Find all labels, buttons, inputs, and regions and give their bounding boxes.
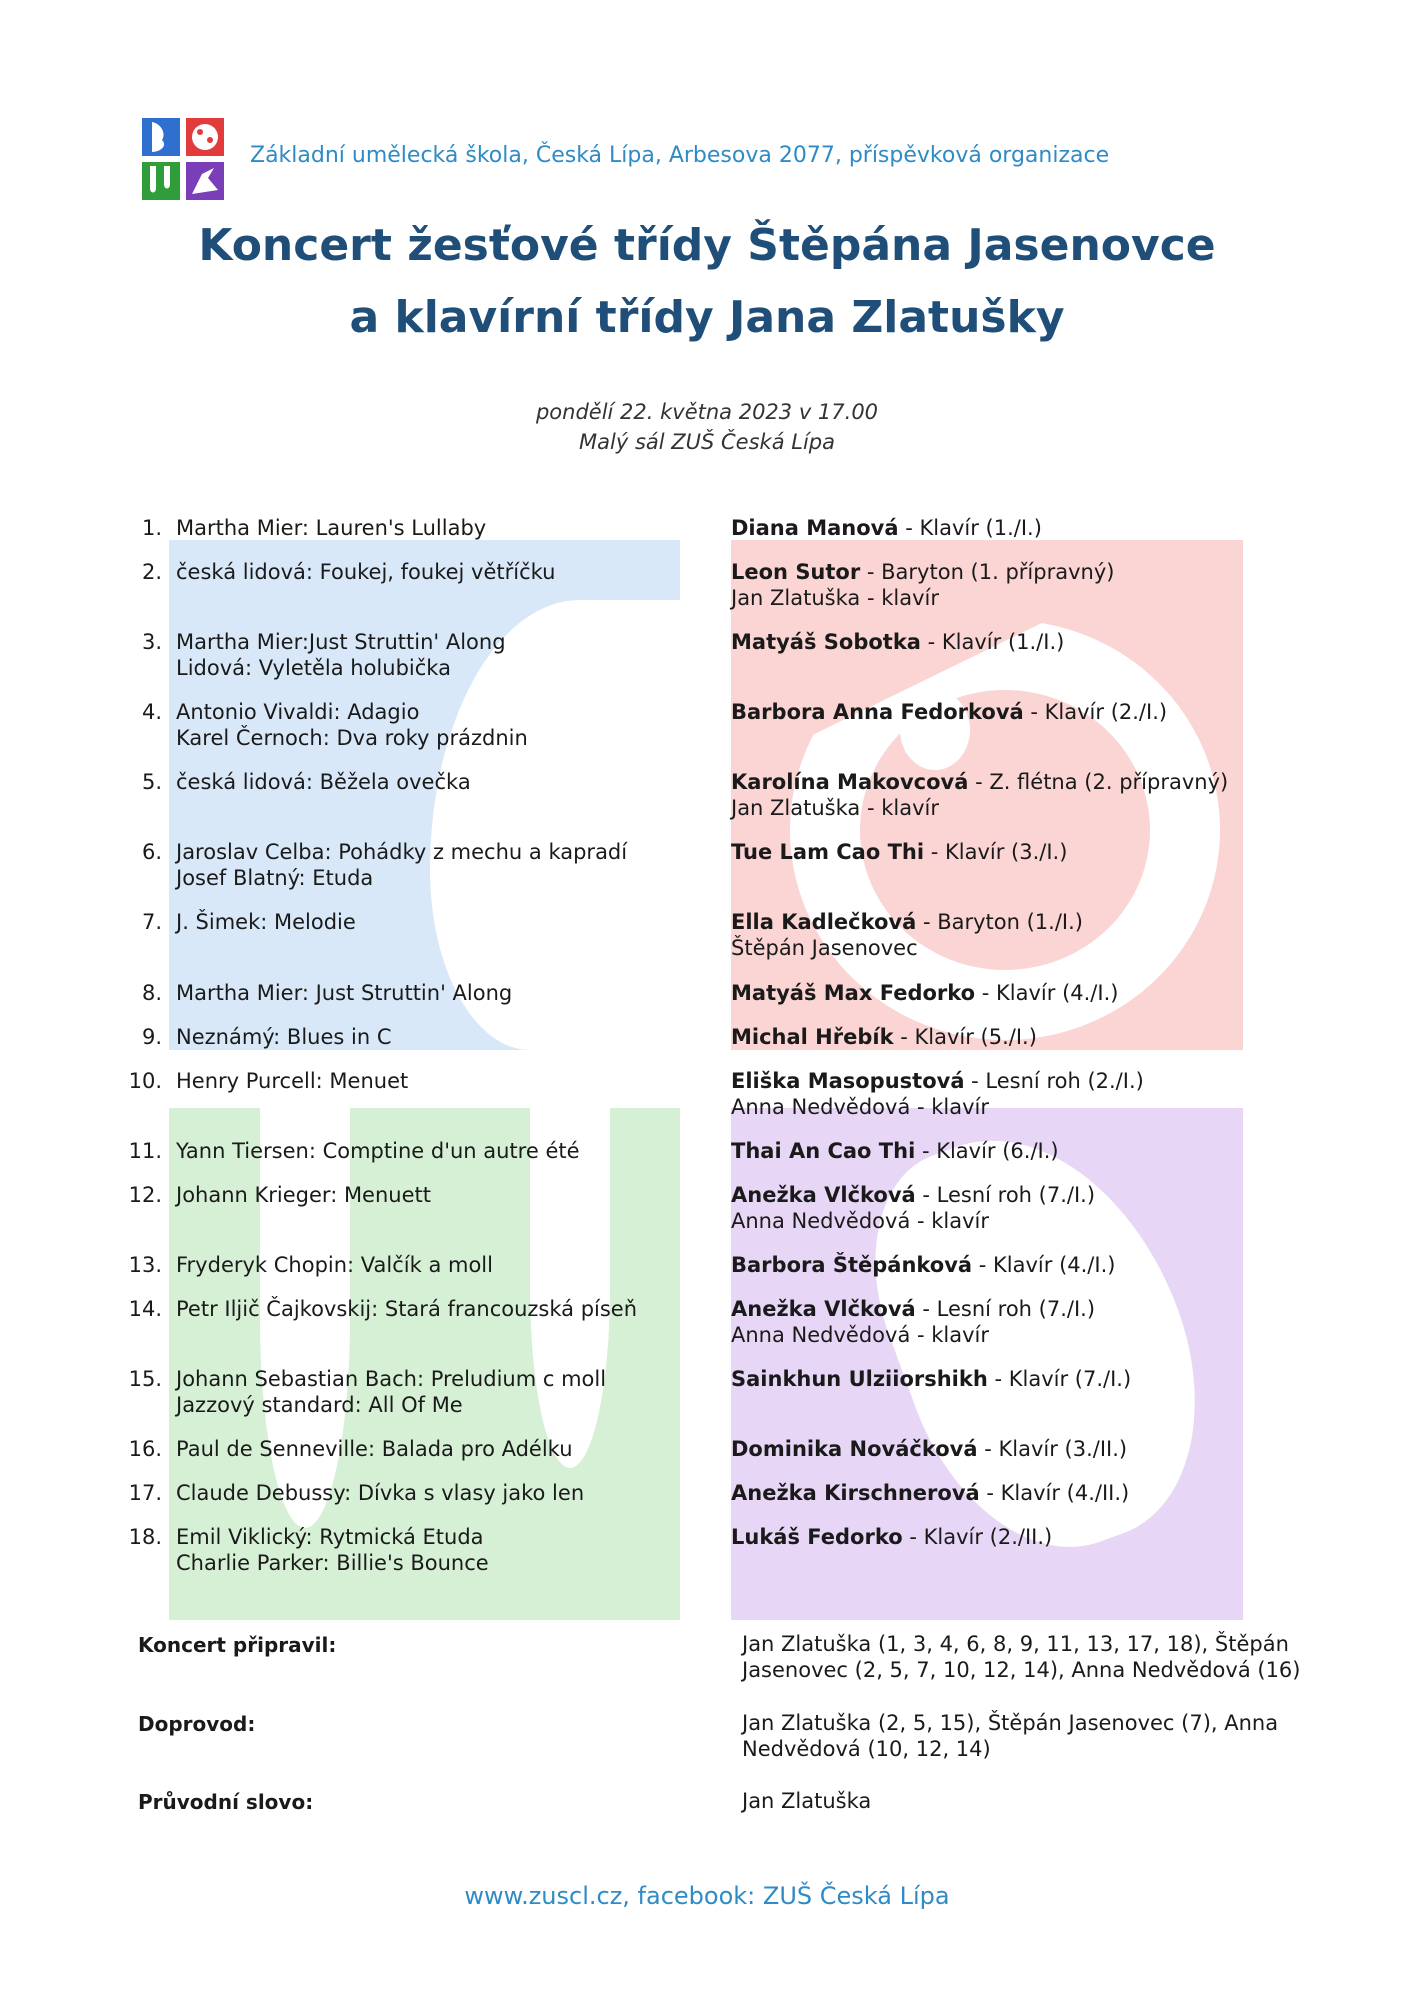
item-performer: [731, 1480, 1291, 1506]
piece-line: Johann Krieger: Menuett: [176, 1183, 431, 1207]
piece-line: Charlie Parker: Billie's Bounce: [176, 1551, 489, 1575]
piece-line: Petr Iljič Čajkovskij: Stará francouzská píseň: [176, 1297, 638, 1321]
performer-instrument: - Klavír (4./I.): [972, 1253, 1116, 1277]
piece-line: Josef Blatný: Etuda: [176, 866, 374, 890]
item-piece: [176, 1252, 696, 1278]
accompaniment-label: Doprovod:: [138, 1712, 256, 1736]
performer-name: Lukáš Fedorko: [731, 1525, 903, 1549]
performer-name: Eliška Masopustová: [731, 1069, 965, 1093]
performer-instrument: - Baryton (1. přípravný): [860, 560, 1115, 584]
performer-name: Diana Manová: [731, 516, 899, 540]
item-piece: [176, 1366, 696, 1418]
item-performer: [731, 1138, 1291, 1164]
item-piece: [176, 699, 696, 751]
item-number: 2.: [141, 560, 162, 584]
item-piece: [176, 980, 696, 1006]
item-piece: [176, 1182, 696, 1208]
narration-label: Průvodní slovo:: [138, 1790, 314, 1814]
performer-instrument: - Klavír (1./I.): [920, 630, 1065, 654]
performer-instrument: - Lesní roh (7./I.): [915, 1183, 1096, 1207]
item-piece: [176, 909, 696, 935]
item-performer: [731, 1524, 1291, 1550]
performer-instrument: - Lesní roh (2./I.): [964, 1069, 1144, 1093]
item-piece: [176, 1436, 696, 1462]
performer-instrument: - Klavír (3./I.): [924, 840, 1068, 864]
item-piece: [176, 839, 696, 891]
piece-line: Karel Černoch: Dva roky prázdnin: [176, 726, 528, 750]
prepared-value: Jan Zlatuška (1, 3, 4, 6, 8, 9, 11, 13, 17, 18), Štěpán Jasenovec (2, 5, 7, 10, 12, 14), Anna Nedvědová (16): [742, 1632, 1301, 1682]
performer-instrument: - Klavír (4./II.): [979, 1481, 1130, 1505]
item-performer: [731, 1296, 1291, 1348]
item-piece: [176, 769, 696, 795]
item-number: 4.: [141, 700, 162, 724]
item-piece: [176, 1524, 696, 1576]
piece-line: J. Šimek: Melodie: [176, 910, 356, 934]
piece-line: Henry Purcell: Menuet: [176, 1069, 409, 1093]
school-logo: [142, 118, 224, 200]
performer-name: Karolína Makovcová: [731, 770, 969, 794]
item-piece: [176, 1068, 696, 1094]
performer-name: Dominika Nováčková: [731, 1437, 978, 1461]
item-performer: [731, 1068, 1291, 1120]
performer-name: Leon Sutor: [731, 560, 861, 584]
prepared-label: Koncert připravil:: [138, 1633, 337, 1657]
performer-instrument: - Klavír (5./I.): [893, 1025, 1037, 1049]
piece-line: Jaroslav Celba: Pohádky z mechu a kapradí: [176, 840, 628, 864]
item-number: 10.: [128, 1069, 162, 1093]
concert-venue: Malý sál ZUŠ Česká Lípa: [579, 430, 835, 454]
performer-instrument: - Klavír (1./I.): [898, 516, 1042, 540]
item-number: 8.: [141, 981, 162, 1005]
item-number: 5.: [141, 770, 162, 794]
item-performer: [731, 1182, 1291, 1234]
item-piece: [176, 1024, 696, 1050]
item-piece: [176, 629, 696, 681]
performer-instrument: - Klavír (2./I.): [1023, 700, 1168, 724]
performer-name: Sainkhun Ulziiorshikh: [731, 1367, 988, 1391]
footer-links[interactable]: www.zuscl.cz, facebook: ZUŠ Česká Lípa: [464, 1882, 950, 1910]
item-performer: [731, 909, 1291, 961]
item-piece: [176, 1138, 696, 1164]
item-performer: [731, 699, 1291, 725]
piece-line: Claude Debussy: Dívka s vlasy jako len: [176, 1481, 585, 1505]
item-number: 1.: [141, 516, 162, 540]
item-number: 15.: [128, 1367, 162, 1391]
performer-instrument: - Klavír (2./II.): [902, 1525, 1053, 1549]
item-number: 6.: [141, 840, 162, 864]
item-number: 16.: [128, 1437, 162, 1461]
item-piece: [176, 559, 696, 585]
accompanist: Jan Zlatuška - klavír: [731, 796, 939, 820]
piece-line: Antonio Vivaldi: Adagio: [176, 700, 420, 724]
item-number: 9.: [141, 1025, 162, 1049]
piece-line: Emil Viklický: Rytmická Etuda: [176, 1525, 484, 1549]
concert-title-line-2: a klavírní třídy Jana Zlatušky: [349, 292, 1065, 343]
item-piece: [176, 1296, 696, 1322]
performer-name: Matyáš Sobotka: [731, 630, 921, 654]
item-performer: [731, 629, 1291, 655]
item-performer: [731, 1252, 1291, 1278]
accompanist: Jan Zlatuška - klavír: [731, 586, 939, 610]
performer-instrument: - Klavír (4./I.): [975, 981, 1119, 1005]
piece-line: Martha Mier:Just Struttin' Along: [176, 630, 506, 654]
piece-line: Yann Tiersen: Comptine d'un autre été: [176, 1139, 580, 1163]
item-performer: [731, 1436, 1291, 1462]
item-performer: [731, 980, 1291, 1006]
narration-value: Jan Zlatuška: [742, 1789, 872, 1813]
item-piece: [176, 515, 696, 541]
performer-instrument: - Klavír (3./II.): [977, 1437, 1128, 1461]
concert-date: pondělí 22. května 2023 v 17.00: [535, 400, 879, 424]
item-number: 13.: [128, 1253, 162, 1277]
item-number: 17.: [128, 1481, 162, 1505]
accompanist: Anna Nedvědová - klavír: [731, 1209, 989, 1233]
performer-name: Matyáš Max Fedorko: [731, 981, 976, 1005]
piece-line: Neznámý: Blues in C: [176, 1025, 392, 1049]
item-performer: [731, 769, 1291, 821]
item-piece: [176, 1480, 696, 1506]
item-performer: [731, 1366, 1291, 1392]
item-number: 11.: [128, 1139, 162, 1163]
performer-instrument: - Z. flétna (2. přípravný): [968, 770, 1229, 794]
item-number: 12.: [128, 1183, 162, 1207]
performer-name: Ella Kadlečková: [731, 910, 917, 934]
piece-line: Lidová: Vyletěla holubička: [176, 656, 451, 680]
concert-title-line-1: Koncert žesťové třídy Štěpána Jasenovce: [198, 220, 1216, 271]
piece-line: Fryderyk Chopin: Valčík a moll: [176, 1253, 493, 1277]
performer-instrument: - Klavír (6./I.): [915, 1139, 1059, 1163]
performer-instrument: - Lesní roh (7./I.): [915, 1297, 1096, 1321]
item-number: 14.: [128, 1297, 162, 1321]
performer-name: Michal Hřebík: [731, 1025, 894, 1049]
piece-line: Johann Sebastian Bach: Preludium c moll: [176, 1367, 607, 1391]
piece-line: česká lidová: Foukej, foukej větříčku: [176, 560, 556, 584]
performer-name: Anežka Vlčková: [731, 1183, 916, 1207]
performer-name: Barbora Anna Fedorková: [731, 700, 1024, 724]
item-performer: [731, 515, 1291, 541]
accompaniment-value: Jan Zlatuška (2, 5, 15), Štěpán Jasenovec (7), Anna Nedvědová (10, 12, 14): [742, 1711, 1279, 1761]
accompanist: Anna Nedvědová - klavír: [731, 1323, 989, 1347]
performer-name: Anežka Vlčková: [731, 1297, 916, 1321]
item-performer: [731, 1024, 1291, 1050]
performer-name: Tue Lam Cao Thi: [731, 840, 925, 864]
item-performer: [731, 839, 1291, 865]
item-number: 18.: [128, 1525, 162, 1549]
item-number: 3.: [141, 630, 162, 654]
performer-name: Anežka Kirschnerová: [731, 1481, 980, 1505]
item-performer: [731, 559, 1291, 611]
item-number: 7.: [141, 910, 162, 934]
piece-line: Martha Mier: Lauren's Lullaby: [176, 516, 487, 540]
piece-line: česká lidová: Běžela ovečka: [176, 770, 471, 794]
performer-instrument: - Baryton (1./I.): [916, 910, 1083, 934]
piece-line: Martha Mier: Just Struttin' Along: [176, 981, 513, 1005]
accompanist: Štěpán Jasenovec: [731, 936, 918, 960]
performer-name: Barbora Štěpánková: [731, 1253, 973, 1277]
performer-instrument: - Klavír (7./I.): [987, 1367, 1132, 1391]
piece-line: Jazzový standard: All Of Me: [176, 1393, 463, 1417]
piece-line: Paul de Senneville: Balada pro Adélku: [176, 1437, 573, 1461]
performer-name: Thai An Cao Thi: [731, 1139, 916, 1163]
accompanist: Anna Nedvědová - klavír: [731, 1095, 989, 1119]
school-name: Základní umělecká škola, Česká Lípa, Arbesova 2077, příspěvková organizace: [250, 143, 1110, 168]
